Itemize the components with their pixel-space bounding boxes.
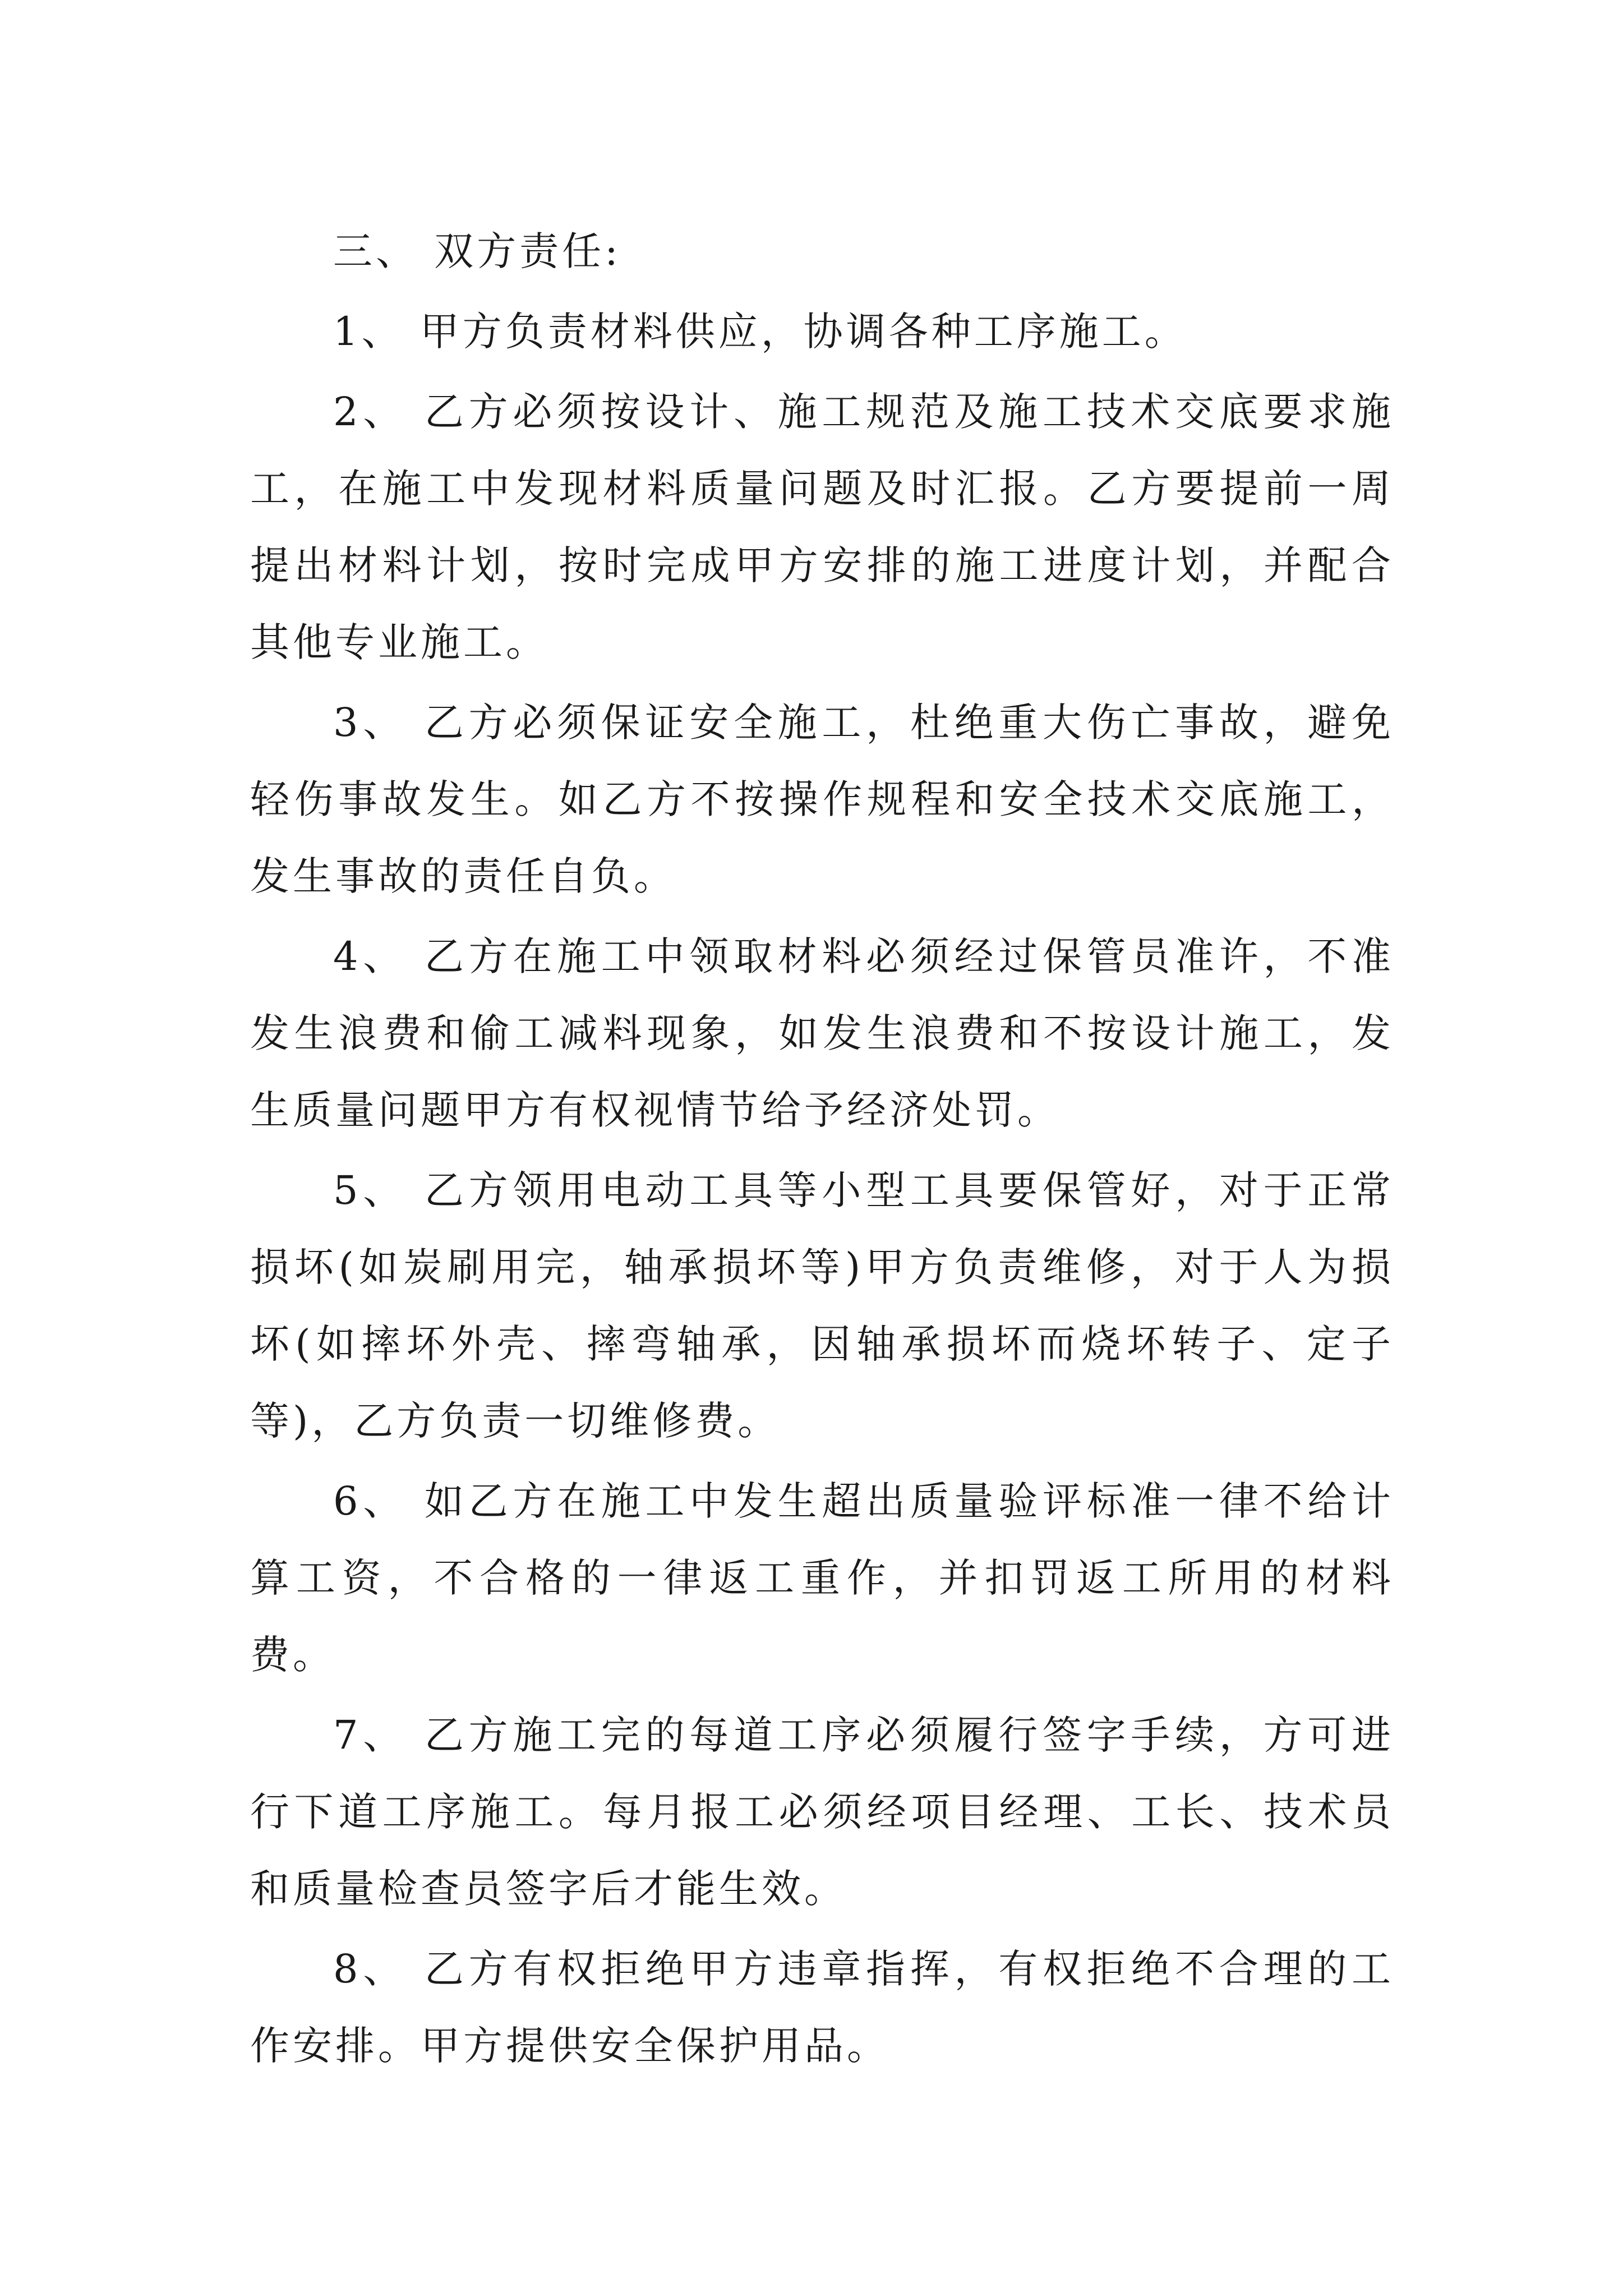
- section-heading: 三、 双方责任:: [333, 228, 621, 274]
- clause-1: 1、 甲方负责材料供应，协调各种工序施工。: [333, 309, 1187, 355]
- clause-3: 3、 乙方必须保证安全施工，杜绝重大伤亡事故，避免轻伤事故发生。如乙方不按操作规程和安全技术交底施工，发生事故的责任自负。: [250, 700, 1394, 899]
- clause-5: 5、 乙方领用电动工具等小型工具要保管好，对于正常损坏(如炭刷用完，轴承损坏等)甲方负责维修，对于人为损坏(如摔坏外壳、摔弯轴承，因轴承损坏而烧坏转子、定子等)，乙方负责一切维修费。: [250, 1167, 1394, 1444]
- document-body: [250, 213, 1394, 2085]
- clause-6: 6、 如乙方在施工中发生超出质量验评标准一律不给计算工资，不合格的一律返工重作，并扣罚返工所用的材料费。: [250, 1478, 1394, 1678]
- clause-8: 8、 乙方有权拒绝甲方违章指挥，有权拒绝不合理的工作安排。甲方提供安全保护用品。: [250, 1946, 1394, 2069]
- clause-2: 2、 乙方必须按设计、施工规范及施工技术交底要求施工，在施工中发现材料质量问题及时汇报。乙方要提前一周提出材料计划，按时完成甲方安排的施工进度计划，并配合其他专业施工。: [250, 389, 1394, 665]
- clause-7: 7、 乙方施工完的每道工序必须履行签字手续，方可进行下道工序施工。每月报工必须经项目经理、工长、技术员和质量检查员签字后才能生效。: [250, 1712, 1394, 1912]
- clause-4: 4、 乙方在施工中领取材料必须经过保管员准许，不准发生浪费和偷工减料现象，如发生浪费和不按设计施工，发生质量问题甲方有权视情节给予经济处罚。: [250, 933, 1394, 1133]
